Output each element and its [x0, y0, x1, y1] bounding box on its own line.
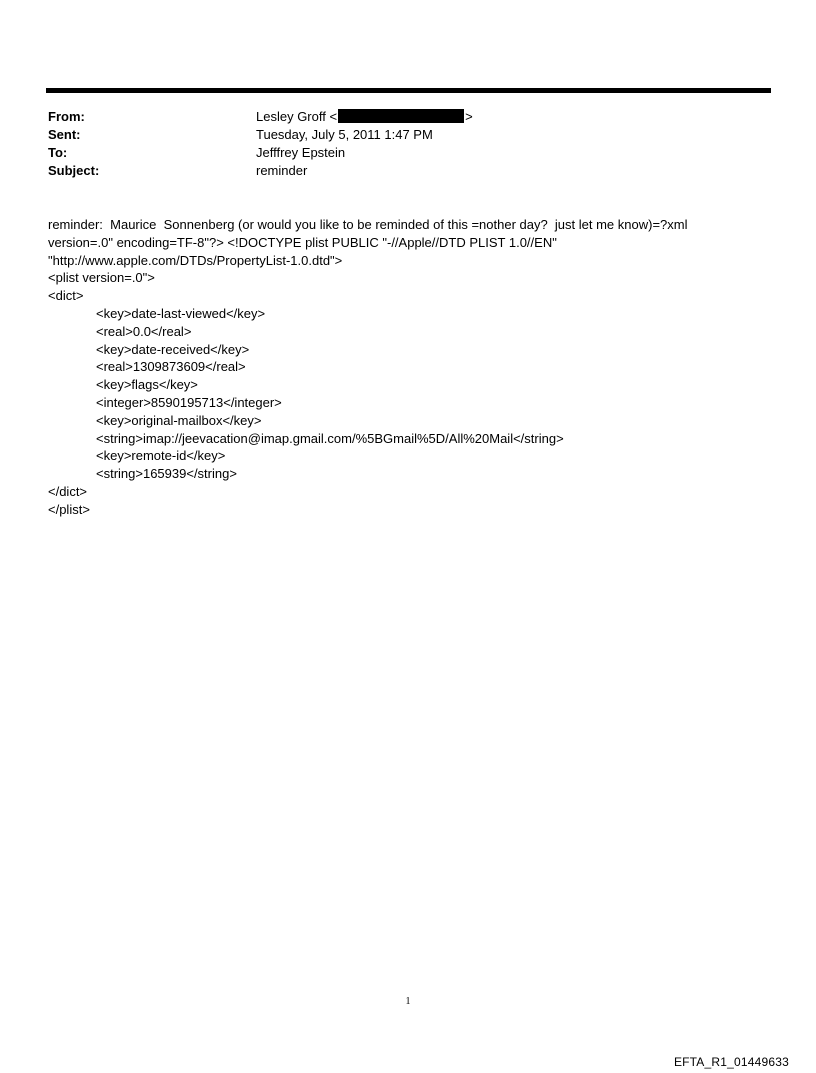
body-line: <real>0.0</real>	[96, 323, 192, 339]
to-value: Jefffrey Epstein	[256, 145, 346, 160]
subject-label: Subject:	[48, 163, 100, 178]
from-row	[48, 108, 768, 126]
body-line: <integer>8590195713</integer>	[96, 394, 282, 410]
from-label: From:	[48, 109, 85, 124]
body-line: "http://www.apple.com/DTDs/PropertyList-1.0.dtd">	[48, 252, 343, 268]
to-label: To:	[48, 145, 68, 160]
bates-number: EFTA_R1_01449633	[673, 1055, 789, 1069]
body-line: <key>original-mailbox</key>	[96, 412, 262, 428]
redaction-box	[338, 109, 464, 123]
body-line: <key>flags</key>	[96, 377, 198, 393]
body-line: <key>date-received</key>	[96, 341, 250, 357]
header-divider	[46, 88, 771, 93]
from-value	[256, 108, 473, 126]
body-line: <string>imap://jeevacation@imap.gmail.com/%5BGmail%5D/All%20Mail</string>	[96, 430, 564, 446]
body-line: <plist version=.0">	[48, 270, 155, 286]
email-header	[48, 108, 768, 180]
body-line: <real>1309873609</real>	[96, 359, 246, 375]
body-line: </plist>	[48, 501, 90, 517]
to-row	[48, 144, 768, 162]
page-number: 1	[405, 996, 411, 1007]
body-line: <dict>	[48, 288, 84, 304]
body-line: <key>remote-id</key>	[96, 448, 226, 464]
sent-label: Sent:	[48, 127, 81, 142]
sent-row	[48, 126, 768, 144]
body-line: <key>date-last-viewed</key>	[96, 305, 266, 321]
email-body	[48, 216, 768, 519]
from-name: Lesley Groff <	[256, 109, 338, 124]
body-line: <string>165939</string>	[96, 466, 237, 482]
from-close-bracket: >	[465, 109, 473, 124]
subject-row	[48, 162, 768, 180]
body-line: </dict>	[48, 483, 88, 499]
sent-value: Tuesday, July 5, 2011 1:47 PM	[256, 127, 433, 142]
body-line: reminder: Maurice Sonnenberg (or would you like to be reminded of this =nother day? just let me know)=?xml	[48, 217, 688, 232]
subject-value: reminder	[256, 163, 308, 178]
body-line: version=.0" encoding=TF-8"?> <!DOCTYPE plist PUBLIC "-//Apple//DTD PLIST 1.0//EN"	[48, 234, 557, 250]
